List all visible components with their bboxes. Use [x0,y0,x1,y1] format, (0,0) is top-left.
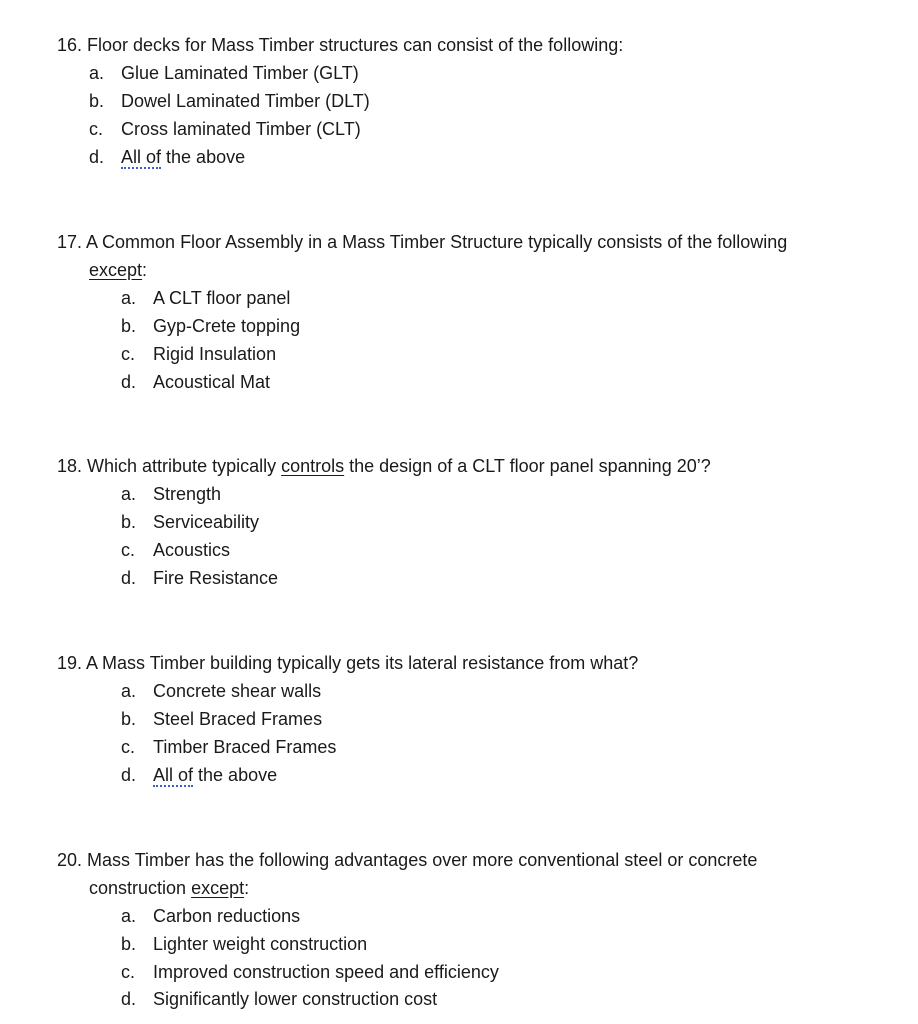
option-text: A CLT floor panel [153,288,291,308]
option-b [89,87,370,115]
option-d [121,985,437,1013]
option-letter: d. [89,147,105,167]
option-text: Strength [153,484,222,504]
option-letter: c. [121,344,136,364]
option-text-marked: All of [153,765,194,785]
option-text: Dowel Laminated Timber (DLT) [121,91,370,111]
option-letter: c. [121,540,136,560]
option-text: Glue Laminated Timber (GLT) [121,63,359,83]
option-text: Rigid Insulation [153,344,277,364]
option-letter: d. [121,372,137,392]
option-letter: b. [121,512,137,532]
option-text: Cross laminated Timber (CLT) [121,119,361,139]
question-stem: 16. Floor decks for Mass Timber structures can consist of the following: [57,35,624,55]
option-text: Timber Braced Frames [153,737,337,757]
option-c [121,958,499,986]
option-text: Serviceability [153,512,260,532]
option-text: Improved construction speed and efficiency [153,962,499,982]
stem-text: 18. Which attribute typically [57,456,282,476]
question-stem-line1: 20. Mass Timber has the following advantages over more conventional steel or concrete [57,850,758,870]
option-text: the above [161,147,246,167]
option-letter: a. [121,906,137,926]
option-text: Gyp-Crete topping [153,316,301,336]
option-letter: a. [121,484,137,504]
option-text: Steel Braced Frames [153,709,323,729]
stem-text: construction [89,878,192,898]
option-a [89,59,359,87]
option-c [89,115,361,143]
option-text: Significantly lower construction cost [153,989,438,1009]
option-letter: b. [89,91,105,111]
option-b [121,508,259,536]
option-d [121,761,277,789]
option-text: Lighter weight construction [153,934,368,954]
option-letter: d. [121,989,137,1009]
option-letter: c. [121,962,136,982]
option-letter: b. [121,934,137,954]
option-a [121,284,290,312]
option-text: Acoustics [153,540,231,560]
underlined-word: controls [281,456,345,476]
option-c [121,536,230,564]
option-a [121,480,221,508]
underlined-word: except [191,878,245,898]
stem-text: the design of a CLT floor panel spanning 20’? [344,456,711,476]
option-c [121,733,336,761]
option-letter: d. [121,765,137,785]
option-letter: a. [121,681,137,701]
option-d [121,368,270,396]
option-letter: a. [121,288,137,308]
stem-punctuation: : [244,878,250,898]
option-text: Fire Resistance [153,568,279,588]
option-c [121,340,276,368]
option-d [121,564,278,592]
question-stem-line2 [89,256,147,284]
question-stem-line2 [89,874,249,902]
option-letter: c. [89,119,104,139]
option-b [121,930,367,958]
option-letter: b. [121,709,137,729]
option-b [121,312,300,340]
option-a [121,902,300,930]
question-stem-line1: 17. A Common Floor Assembly in a Mass Timber Structure typically consists of the following [57,232,788,252]
option-letter: b. [121,316,137,336]
option-b [121,705,322,733]
stem-punctuation: : [142,260,148,280]
option-d [89,143,245,171]
underlined-word: except [89,260,143,280]
option-text: Concrete shear walls [153,681,322,701]
option-text: Carbon reductions [153,906,301,926]
question-stem: 19. A Mass Timber building typically gets its lateral resistance from what? [57,653,639,673]
option-letter: c. [121,737,136,757]
question-stem [57,452,711,480]
option-a [121,677,321,705]
option-text: the above [193,765,278,785]
option-text: Acoustical Mat [153,372,271,392]
option-letter: a. [89,63,105,83]
option-text-marked: All of [121,147,162,167]
option-letter: d. [121,568,137,588]
